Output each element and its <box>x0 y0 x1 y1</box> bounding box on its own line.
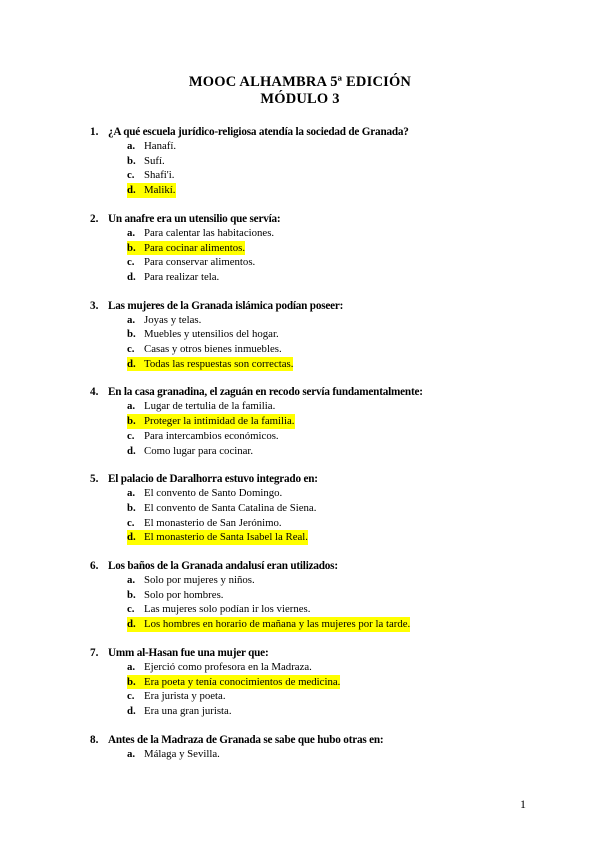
option-letter: b. <box>127 154 136 167</box>
option-text: Era poeta y tenía conocimientos de medicina. <box>144 675 341 688</box>
option-text: Shafi'i. <box>144 169 175 182</box>
question-number: 2. <box>90 212 99 225</box>
option-text: Los hombres en horario de mañana y las mujeres por la tarde. <box>144 618 411 631</box>
answer-option <box>127 270 530 285</box>
option-letter: c. <box>127 690 135 703</box>
option-letter: c. <box>127 516 135 529</box>
option-letter: d. <box>127 617 144 632</box>
option-text: El convento de Santo Domingo. <box>144 487 283 500</box>
answer-option <box>127 255 530 270</box>
question-text: Los baños de la Granada andalusí eran utilizados: <box>108 560 338 573</box>
question-list <box>90 125 530 775</box>
option-letter: b. <box>127 328 136 341</box>
answer-option <box>127 602 530 617</box>
document-title: MOOC ALHAMBRA 5ª EDICIÓN <box>188 74 412 90</box>
answer-option <box>127 444 530 459</box>
question-text: Antes de la Madraza de Granada se sabe que hubo otras en: <box>108 733 384 746</box>
option-letter: c. <box>127 256 135 269</box>
question-line <box>90 212 530 226</box>
question-text: ¿A qué escuela jurídico-religiosa atendía la sociedad de Granada? <box>108 126 409 138</box>
answer-option-highlighted <box>127 675 530 690</box>
answer-option <box>127 573 530 588</box>
question-line <box>90 299 530 313</box>
option-text: Para calentar las habitaciones. <box>144 226 275 239</box>
option-text: El monasterio de San Jerónimo. <box>144 516 282 529</box>
option-letter: b. <box>127 241 144 256</box>
option-text: Malikí. <box>144 184 176 197</box>
option-letter: d. <box>127 183 144 198</box>
question-number: 3. <box>90 299 99 312</box>
question-line <box>90 385 530 399</box>
answer-option <box>127 226 530 241</box>
option-letter: b. <box>127 414 144 429</box>
question-number: 4. <box>90 386 99 399</box>
answer-option <box>127 747 530 762</box>
option-letter: d. <box>127 357 144 372</box>
option-letter: a. <box>127 747 136 760</box>
option-letter: a. <box>127 313 136 326</box>
answer-option <box>127 342 530 357</box>
question-item <box>90 559 530 632</box>
answer-option <box>127 168 530 183</box>
question-number: 6. <box>90 560 99 573</box>
option-letter: c. <box>127 429 135 442</box>
answer-option <box>127 313 530 328</box>
option-letter: a. <box>127 487 136 500</box>
option-text: Solo por mujeres y niños. <box>144 574 255 587</box>
question-text: En la casa granadina, el zaguán en recodo servía fundamentalmente: <box>108 386 423 399</box>
question-item <box>90 385 530 458</box>
option-text: Proteger la intimidad de la familia. <box>144 415 295 428</box>
question-item <box>90 299 530 372</box>
option-text: Las mujeres solo podían ir los viernes. <box>144 603 311 616</box>
option-letter: c. <box>127 343 135 356</box>
option-text: Para cocinar alimentos. <box>144 241 246 254</box>
option-letter: a. <box>127 140 136 152</box>
question-text: Un anafre era un utensilio que servía: <box>108 212 281 225</box>
answer-option-highlighted <box>127 357 530 372</box>
option-text: Hanafí. <box>144 140 177 152</box>
answer-option <box>127 139 530 154</box>
option-text: Joyas y telas. <box>144 313 202 326</box>
answer-option <box>127 704 530 719</box>
option-letter: b. <box>127 501 136 514</box>
option-letter: d. <box>127 270 136 283</box>
question-number: 7. <box>90 646 99 659</box>
option-letter: b. <box>127 675 144 690</box>
option-text: Lugar de tertulia de la familia. <box>144 400 276 413</box>
option-text: El convento de Santa Catalina de Siena. <box>144 501 317 514</box>
question-item <box>90 212 530 285</box>
option-letter: d. <box>127 444 136 457</box>
answer-option-highlighted <box>127 241 530 256</box>
option-text: Sufí. <box>144 154 165 167</box>
answer-option <box>127 689 530 704</box>
answer-option <box>127 486 530 501</box>
answer-option <box>127 588 530 603</box>
answer-option-highlighted <box>127 183 530 198</box>
option-letter: a. <box>127 574 136 587</box>
question-item <box>90 472 530 545</box>
option-text: Para realizar tela. <box>144 270 220 283</box>
answer-option <box>127 660 530 675</box>
question-text: Las mujeres de la Granada islámica podían poseer: <box>108 299 344 312</box>
option-text: Solo por hombres. <box>144 588 224 601</box>
question-line <box>90 559 530 573</box>
option-text: Muebles y utensilios del hogar. <box>144 328 279 341</box>
option-text: Ejerció como profesora en la Madraza. <box>144 660 312 673</box>
answer-option <box>127 501 530 516</box>
question-text: Umm al-Hasan fue una mujer que: <box>108 646 269 659</box>
answer-option-highlighted <box>127 617 530 632</box>
option-text: Málaga y Sevilla. <box>144 747 220 760</box>
option-text: Casas y otros bienes inmuebles. <box>144 343 282 356</box>
option-letter: a. <box>127 660 136 673</box>
option-letter: d. <box>127 704 136 717</box>
option-letter: a. <box>127 400 136 413</box>
question-line <box>90 733 530 747</box>
option-text: Era una gran jurista. <box>144 704 232 717</box>
option-letter: c. <box>127 603 135 616</box>
option-letter: c. <box>127 169 135 182</box>
question-line <box>90 125 530 139</box>
question-line <box>90 472 530 486</box>
answer-option <box>127 154 530 169</box>
question-item <box>90 646 530 719</box>
answer-option-highlighted <box>127 530 530 545</box>
answer-option-highlighted <box>127 414 530 429</box>
option-text: El monasterio de Santa Isabel la Real. <box>144 531 308 544</box>
question-number: 8. <box>90 733 99 746</box>
page-number: 1 <box>520 797 526 811</box>
answer-option <box>127 516 530 531</box>
option-text: Como lugar para cocinar. <box>144 444 254 457</box>
option-letter: a. <box>127 226 136 239</box>
question-text: El palacio de Daralhorra estuvo integrado en: <box>108 473 318 486</box>
question-number: 5. <box>90 473 99 486</box>
option-text: Todas las respuestas son correctas. <box>144 357 294 370</box>
option-letter: d. <box>127 530 144 545</box>
option-text: Para conservar alimentos. <box>144 256 256 269</box>
question-line <box>90 646 530 660</box>
question-item <box>90 733 530 762</box>
module-title: MÓDULO 3 <box>260 91 340 107</box>
option-letter: b. <box>127 588 136 601</box>
answer-option <box>127 399 530 414</box>
option-text: Era jurista y poeta. <box>144 690 226 703</box>
question-item <box>90 125 530 198</box>
answer-option <box>127 327 530 342</box>
question-number: 1. <box>90 126 99 138</box>
answer-option <box>127 429 530 444</box>
option-text: Para intercambios económicos. <box>144 429 279 442</box>
